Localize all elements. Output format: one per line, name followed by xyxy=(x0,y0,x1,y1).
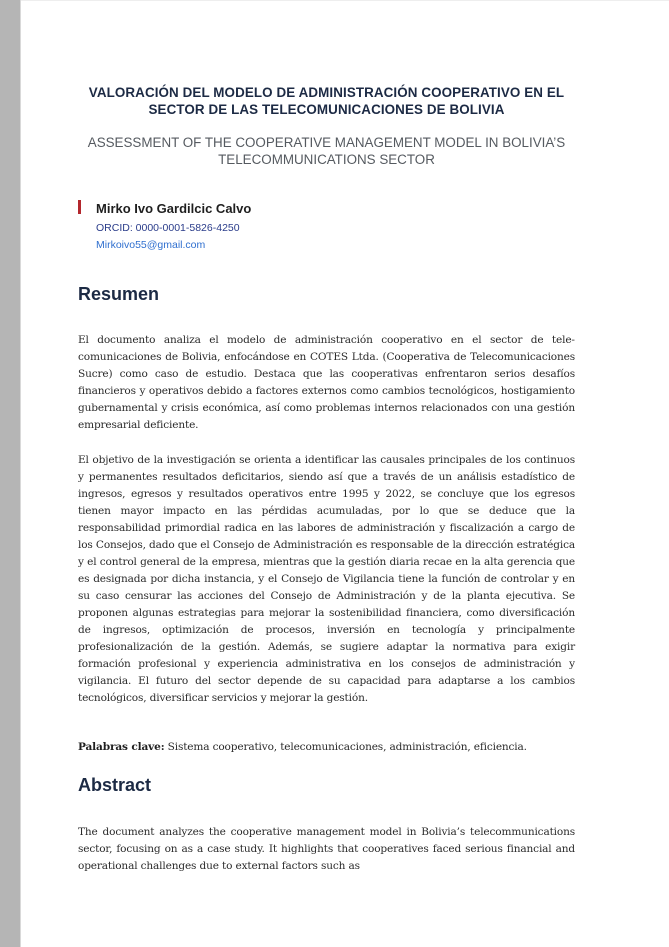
section-heading-resumen: Resumen xyxy=(78,284,160,304)
resumen-paragraph-1: El documento analiza el modelo de administración cooperativo en el sector de telecomunicaciones de Bolivia, enfocándose en COTES Ltda. (Cooperativa de Telecomunicaciones Sucre) como caso de estudio. Destaca que las cooperativas enfrentaron serios desafíos financieros y operativos debido a factores externos como cambios tecnológicos, hostigamiento gubernamental y crisis económica, así como problemas internos relacionados con una gestión empresarial deficiente. xyxy=(78,333,575,431)
page-top-edge xyxy=(21,0,669,1)
resumen-paragraph-2: El objetivo de la investigación se orienta a identificar las causales principales de los continuos y permanentes resultados deficitarios, siendo así que a través de un análisis estadístico de ingresos, egresos y resultados operativos entre 1995 y 2022, se concluye que los egresos tienen mayor impacto en las pérdidas acumuladas, por lo que se deduce que la responsabilidad primordial radica en las labores de administración y fiscalización a cargo de los Consejos, dado que el Consejo de Administración es responsable de la dirección estratégica y el control general de la empresa, mientras que la gestión diaria recae en la alta gerencia que es designada por dicha instancia, y el Consejo de Vigilancia tiene la función de controlar y en su caso censurar las acciones del Consejo de Administración y de la planta ejecutiva. Se proponen algunas estrategias para mejorar la sostenibilidad financiera, como diversificación de ingresos, optimización de procesos, inversión en tecnología y principalmente profesionalización de la gestión. Además, se sugiere adaptar la normativa para exigir formación profesional y experiencia administrativa en los consejos de administración y vigilancia. El futuro del sector depende de su capacidad para adaptarse a los cambios tecnológicos, diversificar servicios y mejorar la gestión. xyxy=(78,453,575,704)
author-accent-bar xyxy=(78,200,81,214)
author-name: Mirko Ivo Gardilcic Calvo xyxy=(96,201,252,216)
title-spanish: VALORACIÓN DEL MODELO DE ADMINISTRACIÓN COOPERATIVO EN EL SECTOR DE LAS TELECOMUNICACIONES DE BOLIVIA xyxy=(88,85,565,117)
keywords-list: Sistema cooperativo, telecomunicaciones, administración, eficiencia. xyxy=(164,740,527,753)
abstract-paragraph: The document analyzes the cooperative management model in Bolivia’s telecommunications sector, focusing on as a case study. It highlights that cooperatives faced serious financial and operational challenges due to external factors such as xyxy=(78,825,575,872)
keywords-line xyxy=(78,739,575,756)
title-english: ASSESSMENT OF THE COOPERATIVE MANAGEMENT MODEL IN BOLIVIA’S TELECOMMUNICATIONS SECTOR xyxy=(87,135,566,167)
viewer-side-margin xyxy=(0,0,21,947)
author-email-link[interactable]: Mirkoivo55@gmail.com xyxy=(96,239,206,251)
section-heading-abstract: Abstract xyxy=(78,775,152,795)
keywords-label: Palabras clave: xyxy=(78,740,165,753)
author-orcid-link[interactable]: ORCID: 0000-0001-5826-4250 xyxy=(96,222,240,234)
